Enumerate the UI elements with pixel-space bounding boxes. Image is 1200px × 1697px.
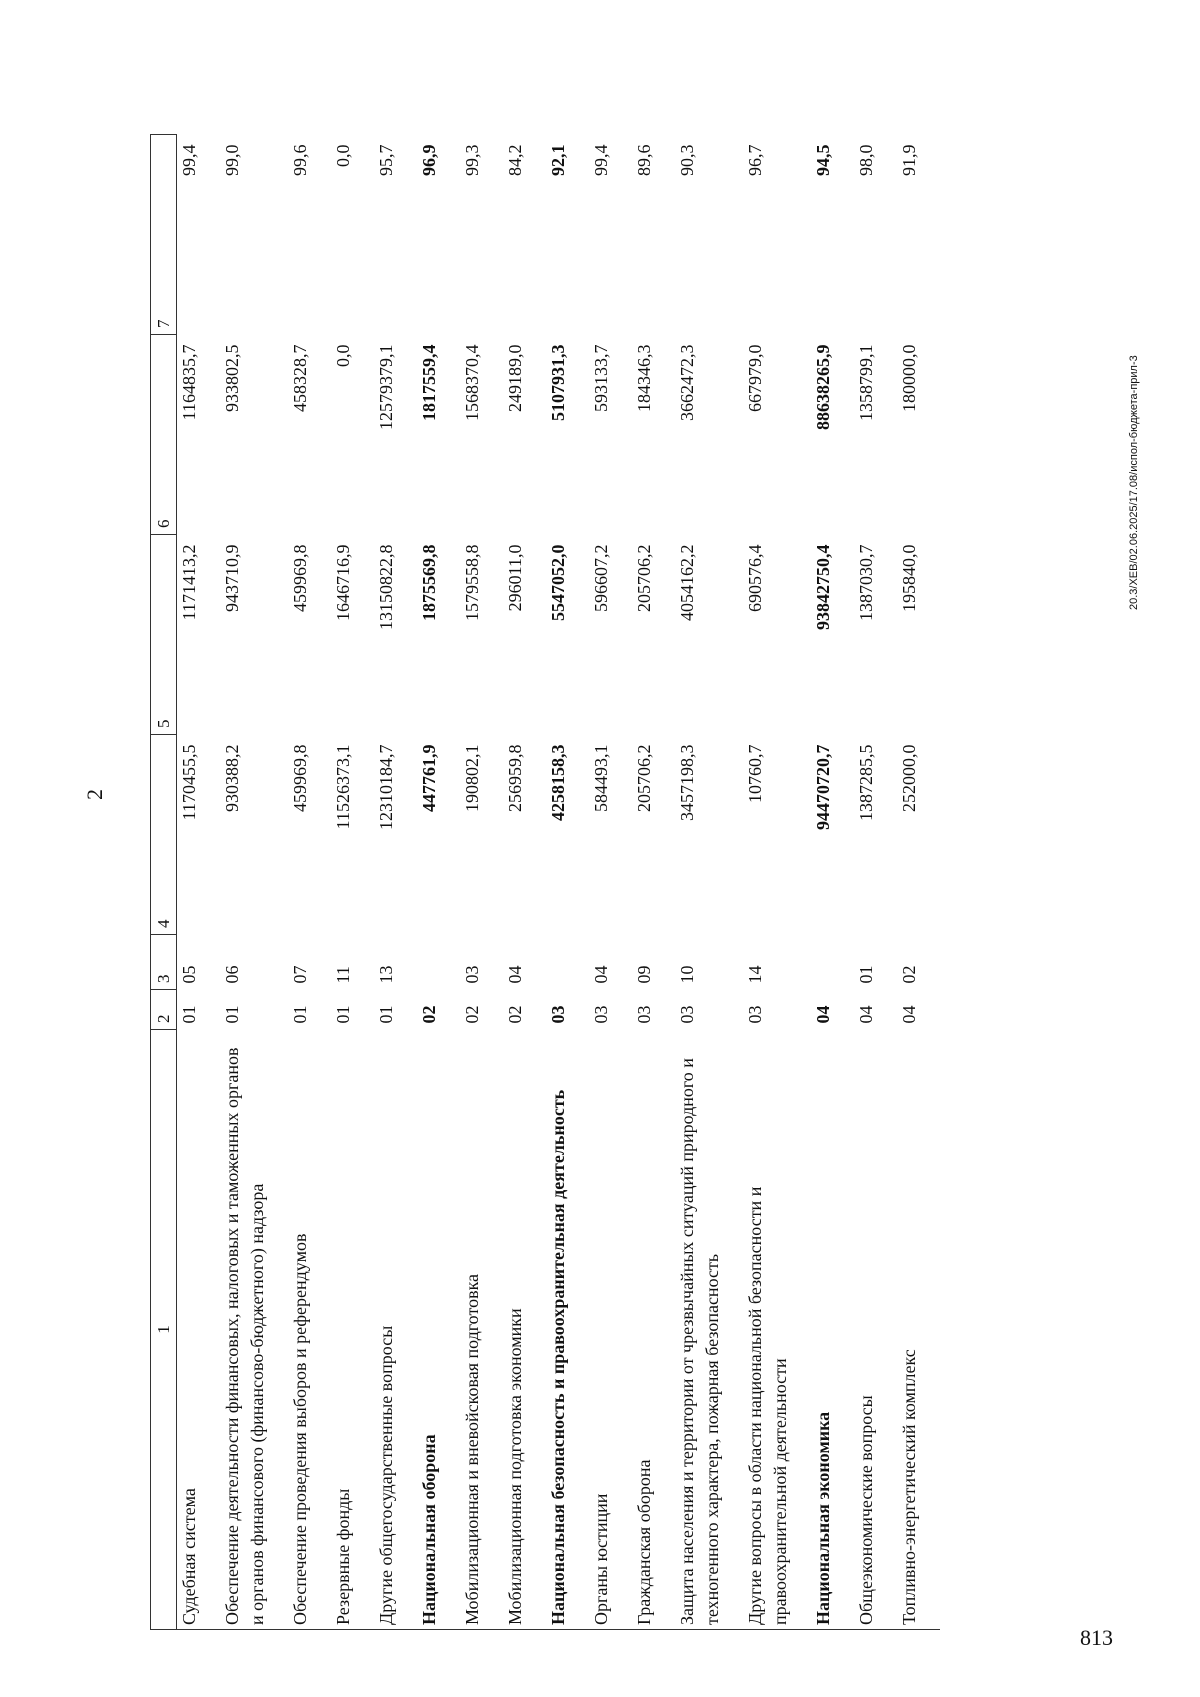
column-header-3: 3 xyxy=(151,935,177,990)
table-row xyxy=(503,135,546,1630)
column-header-7: 7 xyxy=(151,135,177,335)
row-name: Национальная оборона xyxy=(417,1030,460,1630)
column-header-2: 2 xyxy=(151,990,177,1030)
row-value-col5: 195840,0 xyxy=(899,544,919,612)
row-value-col5: 943710,9 xyxy=(222,544,242,612)
row-section-code: 03 xyxy=(677,1005,697,1024)
row-section-code: 03 xyxy=(591,1005,611,1024)
row-name: Общеэкономические вопросы xyxy=(854,1030,897,1630)
row-section-code: 03 xyxy=(548,1005,568,1024)
column-header-4: 4 xyxy=(151,735,177,935)
row-section-code: 02 xyxy=(462,1005,482,1024)
row-percent-col7: 94,5 xyxy=(813,144,833,176)
row-subsection-code: 14 xyxy=(745,965,765,984)
column-header-5: 5 xyxy=(151,535,177,735)
row-percent-col7: 99,3 xyxy=(462,144,482,176)
table-row xyxy=(632,135,675,1630)
row-subsection-code: 05 xyxy=(179,965,199,984)
row-percent-col7: 92,1 xyxy=(548,144,568,176)
row-subsection-code xyxy=(811,935,854,990)
page-number-top: 2 xyxy=(82,789,107,800)
row-value-col5: 690576,4 xyxy=(745,544,765,612)
row-value-col6: 593133,7 xyxy=(591,344,611,412)
row-percent-col7: 99,0 xyxy=(222,144,242,176)
row-subsection-code: 02 xyxy=(899,965,919,984)
row-subsection-code xyxy=(546,935,589,990)
table-row xyxy=(811,135,854,1630)
row-name: Национальная безопасность и правоохранительная деятельность xyxy=(546,1030,589,1630)
row-value-col5: 205706,2 xyxy=(634,544,654,612)
row-value-col4: 447761,9 xyxy=(419,744,439,812)
row-value-col4: 459969,8 xyxy=(290,744,310,812)
footer-document-code: 20.3/XEB/02.06.2025/17.08/испол-бюджета-прил-3 xyxy=(1128,355,1140,610)
row-value-col5: 13150822,8 xyxy=(376,544,396,630)
table-row xyxy=(220,135,288,1630)
row-value-col6: 1568370,4 xyxy=(462,344,482,421)
row-value-col6: 0,0 xyxy=(333,344,353,367)
row-subsection-code: 10 xyxy=(677,965,697,984)
row-value-col5: 4054162,2 xyxy=(677,544,697,621)
row-section-code: 01 xyxy=(179,1005,199,1024)
row-value-col6: 180000,0 xyxy=(899,344,919,412)
row-value-col4: 1387285,5 xyxy=(856,744,876,821)
row-percent-col7: 96,9 xyxy=(419,144,439,176)
row-subsection-code: 13 xyxy=(376,965,396,984)
table-row xyxy=(743,135,811,1630)
rotated-page xyxy=(0,40,1160,1660)
row-value-col5: 1646716,9 xyxy=(333,544,353,621)
row-percent-col7: 84,2 xyxy=(505,144,525,176)
column-header-6: 6 xyxy=(151,335,177,535)
row-section-code: 04 xyxy=(856,1005,876,1024)
row-section-code: 02 xyxy=(419,1005,439,1024)
table-row xyxy=(897,135,940,1630)
row-percent-col7: 89,6 xyxy=(634,144,654,176)
table-row xyxy=(288,135,331,1630)
table-row xyxy=(374,135,417,1630)
row-section-code: 02 xyxy=(505,1005,525,1024)
row-value-col5: 459969,8 xyxy=(290,544,310,612)
row-value-col4: 12310184,7 xyxy=(376,744,396,830)
row-section-code: 04 xyxy=(813,1005,833,1024)
row-name: Судебная система xyxy=(177,1030,221,1630)
row-name: Защита населения и территории от чрезвычайных ситуаций природного и техногенного характера, пожарная безопасность xyxy=(675,1030,743,1630)
row-section-code: 01 xyxy=(290,1005,310,1024)
row-section-code: 01 xyxy=(222,1005,242,1024)
row-value-col4: 190802,1 xyxy=(462,744,482,812)
row-value-col4: 3457198,3 xyxy=(677,744,697,821)
row-value-col6: 5107931,3 xyxy=(548,344,568,421)
row-value-col6: 458328,7 xyxy=(290,344,310,412)
row-section-code: 03 xyxy=(634,1005,654,1024)
table-row xyxy=(177,135,221,1630)
row-value-col4: 256959,8 xyxy=(505,744,525,812)
row-value-col6: 1358799,1 xyxy=(856,344,876,421)
row-value-col5: 1171413,2 xyxy=(179,544,199,621)
row-name: Мобилизационная подготовка экономики xyxy=(503,1030,546,1630)
row-value-col5: 1875569,8 xyxy=(419,544,439,621)
row-percent-col7: 96,7 xyxy=(745,144,765,176)
row-section-code: 01 xyxy=(333,1005,353,1024)
row-section-code: 04 xyxy=(899,1005,919,1024)
row-name: Другие общегосударственные вопросы xyxy=(374,1030,417,1630)
row-name: Обеспечение деятельности финансовых, налоговых и таможенных органов и органов финансового (финансово-бюджетного) надзора xyxy=(220,1030,288,1630)
row-value-col6: 88638265,9 xyxy=(813,344,833,430)
row-subsection-code: 04 xyxy=(591,965,611,984)
row-name: Гражданская оборона xyxy=(632,1030,675,1630)
row-value-col6: 933802,5 xyxy=(222,344,242,412)
row-percent-col7: 95,7 xyxy=(376,144,396,176)
table-row xyxy=(417,135,460,1630)
row-subsection-code: 04 xyxy=(505,965,525,984)
column-header-1: 1 xyxy=(151,1030,177,1630)
row-value-col4: 10760,7 xyxy=(745,744,765,803)
row-value-col6: 1164835,7 xyxy=(179,344,199,421)
table-body xyxy=(177,135,941,1630)
row-percent-col7: 90,3 xyxy=(677,144,697,176)
page-number-bottom: 813 xyxy=(1080,1625,1113,1650)
row-percent-col7: 0,0 xyxy=(333,144,353,167)
row-value-col6: 3662472,3 xyxy=(677,344,697,421)
row-value-col4: 252000,0 xyxy=(899,744,919,812)
row-subsection-code: 01 xyxy=(856,965,876,984)
row-value-col6: 184346,3 xyxy=(634,344,654,412)
row-value-col4: 205706,2 xyxy=(634,744,654,812)
row-name: Обеспечение проведения выборов и референдумов xyxy=(288,1030,331,1630)
table-row xyxy=(675,135,743,1630)
row-value-col5: 296011,0 xyxy=(505,544,525,612)
table-header-row xyxy=(151,135,177,1630)
row-value-col5: 596607,2 xyxy=(591,544,611,612)
budget-table xyxy=(150,134,940,1630)
row-section-code: 03 xyxy=(745,1005,765,1024)
row-value-col4: 584493,1 xyxy=(591,744,611,812)
row-section-code: 01 xyxy=(376,1005,396,1024)
row-value-col6: 667979,0 xyxy=(745,344,765,412)
row-value-col5: 93842750,4 xyxy=(813,544,833,630)
row-value-col6: 12579379,1 xyxy=(376,344,396,430)
row-percent-col7: 99,4 xyxy=(179,144,199,176)
row-value-col5: 1579558,8 xyxy=(462,544,482,621)
table-row xyxy=(546,135,589,1630)
row-percent-col7: 99,6 xyxy=(290,144,310,176)
row-subsection-code: 09 xyxy=(634,965,654,984)
row-name: Другие вопросы в области национальной безопасности и правоохранительной деятельности xyxy=(743,1030,811,1630)
table-row xyxy=(589,135,632,1630)
row-percent-col7: 99,4 xyxy=(591,144,611,176)
row-name: Резервные фонды xyxy=(331,1030,374,1630)
row-value-col4: 11526373,1 xyxy=(333,744,353,830)
row-percent-col7: 91,9 xyxy=(899,144,919,176)
row-subsection-code xyxy=(417,935,460,990)
row-value-col4: 930388,2 xyxy=(222,744,242,812)
row-name: Мобилизационная и вневойсковая подготовка xyxy=(460,1030,503,1630)
row-value-col6: 1817559,4 xyxy=(419,344,439,421)
row-name: Топливно-энергетический комплекс xyxy=(897,1030,940,1630)
row-value-col4: 94470720,7 xyxy=(813,744,833,830)
row-value-col5: 1387030,7 xyxy=(856,544,876,621)
row-percent-col7: 98,0 xyxy=(856,144,876,176)
row-subsection-code: 03 xyxy=(462,965,482,984)
table-row xyxy=(854,135,897,1630)
row-value-col6: 249189,0 xyxy=(505,344,525,412)
row-value-col5: 5547052,0 xyxy=(548,544,568,621)
row-subsection-code: 06 xyxy=(222,965,242,984)
row-value-col4: 1170455,5 xyxy=(179,744,199,821)
table-row xyxy=(460,135,503,1630)
row-subsection-code: 11 xyxy=(333,966,353,984)
table-row xyxy=(331,135,374,1630)
row-name: Национальная экономика xyxy=(811,1030,854,1630)
row-value-col4: 4258158,3 xyxy=(548,744,568,821)
row-subsection-code: 07 xyxy=(290,965,310,984)
row-name: Органы юстиции xyxy=(589,1030,632,1630)
